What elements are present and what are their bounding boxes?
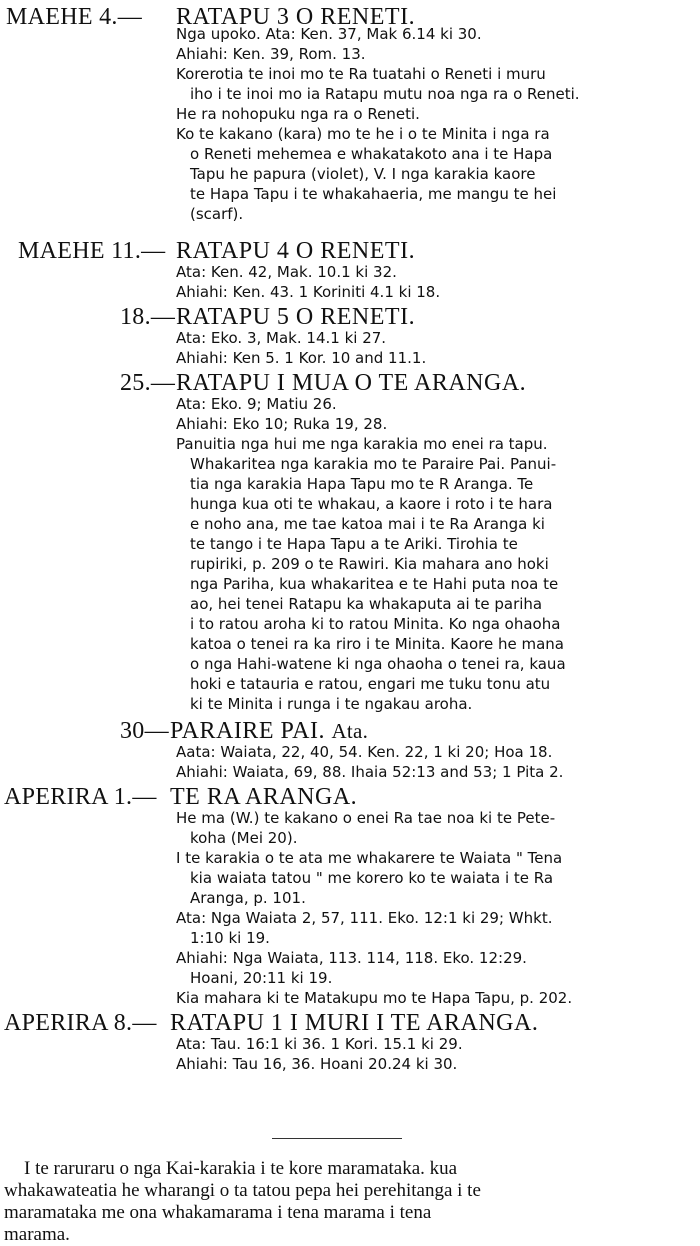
entry-date: MAEHE 4.— (6, 4, 143, 30)
footer-line: maramataka me ona whakamarama i tena marama i tena (4, 1202, 432, 1223)
entry-line: Kia mahara ki te Matakupu mo te Hapa Tapu, p. 202. (176, 989, 573, 1007)
entry-line: hunga kua oti te whakau, a kaore i roto i te hara (190, 495, 553, 513)
entry-line: He ra nohopuku nga ra o Reneti. (176, 105, 420, 123)
entry-title: TE RA ARANGA. (170, 784, 358, 810)
entry-date: 18.— (120, 304, 176, 330)
footer-line: marama. (4, 1224, 70, 1245)
entry-line: Ahiahi: Nga Waiata, 113. 114, 118. Eko. 12:29. (176, 949, 527, 967)
entry-line: Ahiahi: Ken. 39, Rom. 13. (176, 45, 366, 63)
entry-line: Ahiahi: Tau 16, 36. Hoani 20.24 ki 30. (176, 1055, 458, 1073)
entry-date: APERIRA 8.— (4, 1010, 157, 1036)
entry-line: te tango i te Hapa Tapu a te Ariki. Tirohia te (190, 535, 518, 553)
footer-line: whakawateatia he wharangi o ta tatou pepa hei perehitanga i te (4, 1180, 481, 1201)
entry-line: nga Pariha, kua whakaritea e te Hahi puta noa te (190, 575, 559, 593)
entry-line: (scarf). (190, 205, 244, 223)
entry-date: MAEHE 11.— (18, 238, 166, 264)
footer-line: I te raruraru o nga Kai-karakia i te kore maramataka. kua (24, 1158, 458, 1179)
entry-title: RATAPU I MUA O TE ARANGA. (176, 370, 527, 396)
entry-line: Whakaritea nga karakia mo te Paraire Pai. Panui- (190, 455, 557, 473)
entry-body (176, 742, 563, 782)
entry-line: Aranga, p. 101. (190, 889, 306, 907)
entry-line: ki te Minita i runga i te ngakau aroha. (190, 695, 473, 713)
entry-line: Ata: Nga Waiata 2, 57, 111. Eko. 12:1 ki 29; Whkt. (176, 909, 553, 927)
entry-body (176, 808, 572, 1008)
entry-title: RATAPU 4 O RENETI. (176, 238, 416, 264)
entry-line: Ata: Tau. 16:1 ki 36. 1 Kori. 15.1 ki 29. (176, 1035, 463, 1053)
entry-line: Tapu he papura (violet), V. I nga karakia kaore (190, 165, 536, 183)
entry-line: Aata: Waiata, 22, 40, 54. Ken. 22, 1 ki 20; Hoa 18. (176, 743, 553, 761)
section-divider (272, 1138, 402, 1139)
entry-line: Ahiahi: Ken. 43. 1 Koriniti 4.1 ki 18. (176, 283, 441, 301)
entry-line: 1:10 ki 19. (190, 929, 270, 947)
entry-line: iho i te inoi mo ia Ratapu mutu noa nga ra o Reneti. (190, 85, 580, 103)
entry-line: Ata: Eko. 3, Mak. 14.1 ki 27. (176, 329, 387, 347)
entry-line: Ko te kakano (kara) mo te he i o te Minita i nga ra (176, 125, 550, 143)
entry-line: Ata: Eko. 9; Matiu 26. (176, 395, 337, 413)
entry-line: kia waiata tatou " me korero ko te waiata i te Ra (190, 869, 554, 887)
entry-line: Ahiahi: Ken 5. 1 Kor. 10 and 11.1. (176, 349, 427, 367)
entry-line: te Hapa Tapu i te whakahaeria, me mangu te hei (190, 185, 557, 203)
footer-note (4, 1158, 694, 1246)
entry-line: ao, hei tenei Ratapu ka whakaputa ai te pariha (190, 595, 543, 613)
entry-line: He ma (W.) te kakano o enei Ra tae noa ki te Pete- (176, 809, 556, 827)
entry-title-suffix: Ata. (331, 719, 369, 743)
entry-line: Panuitia nga hui me nga karakia mo enei ra tapu. (176, 435, 548, 453)
entry-title (170, 718, 368, 744)
entry-body (176, 1034, 463, 1074)
entry-line: o nga Hahi-watene ki nga ohaoha o tenei ra, kaua (190, 655, 566, 673)
entry-line: Ahiahi: Eko 10; Ruka 19, 28. (176, 415, 388, 433)
entry-line: Korerotia te inoi mo te Ra tuatahi o Reneti i muru (176, 65, 546, 83)
entry-line: koha (Mei 20). (190, 829, 298, 847)
entry-line: tia nga karakia Hapa Tapu mo te R Aranga. Te (190, 475, 534, 493)
entry-line: hoki e tatauria e ratou, engari me tuku tonu atu (190, 675, 551, 693)
entry-line: Ata: Ken. 42, Mak. 10.1 ki 32. (176, 263, 397, 281)
entry-line: e noho ana, me tae katoa mai i te Ra Aranga ki (190, 515, 545, 533)
entry-body (176, 24, 580, 224)
entry-line: rupiriki, p. 209 o te Rawiri. Kia mahara ano hoki (190, 555, 549, 573)
entry-line: o Reneti mehemea e whakatakoto ana i te Hapa (190, 145, 553, 163)
entry-line: I te karakia o te ata me whakarere te Waiata " Tena (176, 849, 563, 867)
entry-line: katoa o tenei ra ka riro i te Minita. Kaore he mana (190, 635, 564, 653)
entry-line: i to ratou aroha ki to ratou Minita. Ko nga ohaoha (190, 615, 561, 633)
entry-title-main: PARAIRE PAI. (170, 718, 325, 744)
entry-title: RATAPU 3 O RENETI. (176, 4, 416, 30)
entry-line: Ahiahi: Waiata, 69, 88. Ihaia 52:13 and 53; 1 Pita 2. (176, 763, 564, 781)
entry-body (176, 262, 440, 302)
entry-date: 30— (120, 718, 169, 744)
entry-title: RATAPU 5 O RENETI. (176, 304, 416, 330)
entry-date: 25.— (120, 370, 176, 396)
entry-title: RATAPU 1 I MURI I TE ARANGA. (170, 1010, 539, 1036)
entry-body (176, 394, 566, 714)
entry-line: Hoani, 20:11 ki 19. (190, 969, 333, 987)
entry-date: APERIRA 1.— (4, 784, 157, 810)
entry-body (176, 328, 426, 368)
entry-line: Nga upoko. Ata: Ken. 37, Mak 6.14 ki 30. (176, 25, 482, 43)
